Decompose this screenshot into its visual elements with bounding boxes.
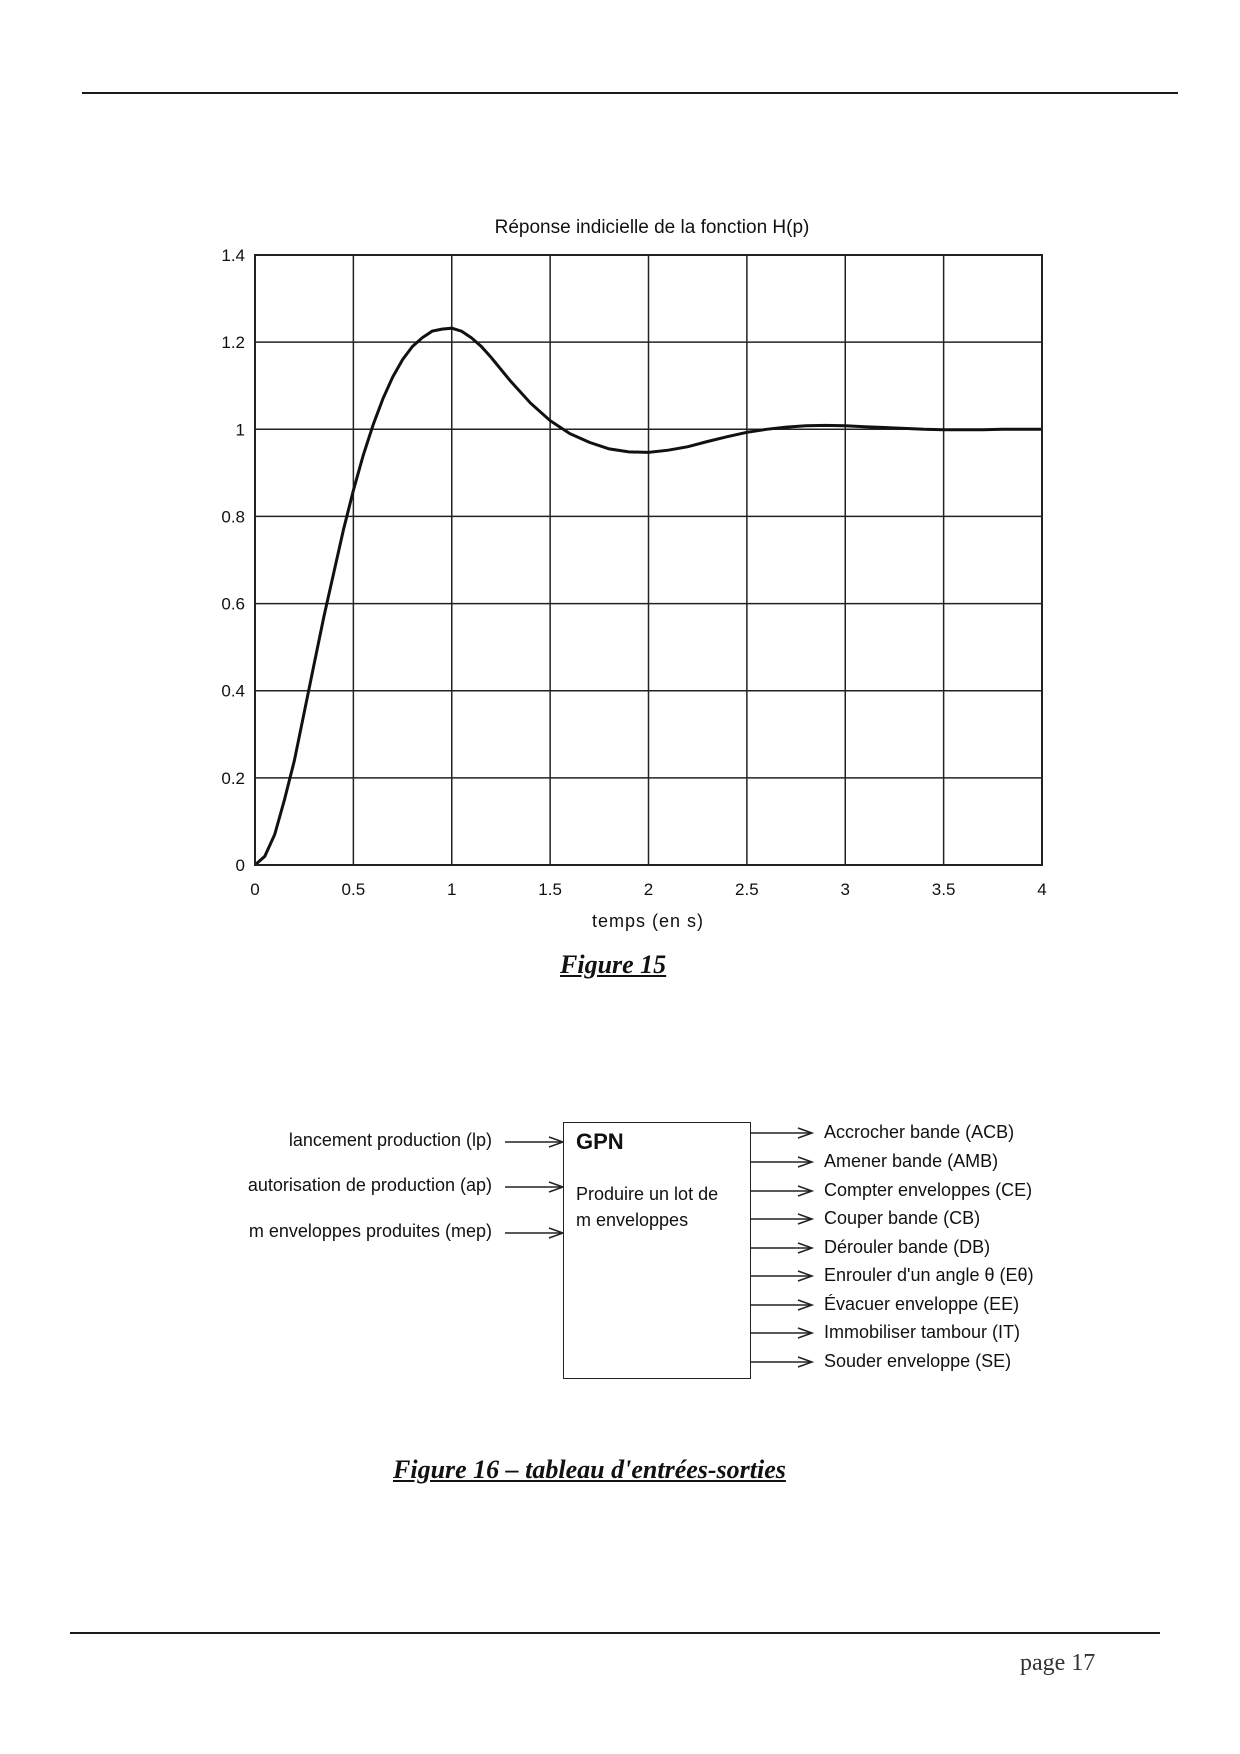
page-number: page 17 bbox=[1020, 1650, 1096, 1676]
y-tick-label: 1.2 bbox=[221, 333, 245, 353]
output-label: Compter enveloppes (CE) bbox=[824, 1180, 1033, 1200]
input-arrow bbox=[505, 1137, 563, 1147]
output-label: Évacuer enveloppe (EE) bbox=[824, 1294, 1020, 1314]
y-tick-label: 0.2 bbox=[221, 768, 245, 788]
y-tick-label: 0.6 bbox=[221, 594, 245, 614]
output-label: Dérouler bande (DB) bbox=[824, 1237, 991, 1257]
chart-x-axis-label: temps (en s) bbox=[591, 911, 705, 931]
input-arrow bbox=[505, 1228, 563, 1238]
output-label: Amener bande (AMB) bbox=[824, 1151, 999, 1171]
x-tick-label: 0 bbox=[250, 880, 260, 899]
figure-16-caption: Figure 16 – tableau d'entrées-sorties bbox=[393, 1455, 786, 1484]
output-arrow bbox=[749, 1271, 812, 1281]
output-label: Enrouler d'un angle θ (Eθ) bbox=[824, 1265, 1034, 1285]
footer-rule bbox=[70, 1632, 1160, 1634]
input-label: lancement production (lp) bbox=[288, 1130, 492, 1150]
x-tick-label: 0.5 bbox=[341, 880, 366, 899]
y-tick-label: 1 bbox=[235, 420, 245, 440]
chart-title: Réponse indicielle de la fonction H(p) bbox=[494, 217, 810, 238]
input-arrow bbox=[505, 1182, 563, 1192]
figure-15-caption: Figure 15 bbox=[560, 950, 667, 979]
output-label: Couper bande (CB) bbox=[824, 1208, 981, 1228]
output-label: Souder enveloppe (SE) bbox=[824, 1351, 1012, 1371]
output-arrow bbox=[749, 1157, 812, 1167]
input-label: autorisation de production (ap) bbox=[247, 1175, 492, 1195]
output-arrow bbox=[749, 1300, 812, 1310]
output-arrow bbox=[749, 1214, 812, 1224]
gpn-block bbox=[563, 1122, 751, 1379]
y-tick-label: 0 bbox=[235, 856, 245, 875]
output-label: Accrocher bande (ACB) bbox=[824, 1122, 1015, 1142]
gpn-block-description: Produire un lot de m enveloppes bbox=[576, 1184, 719, 1230]
x-tick-label: 4 bbox=[1037, 880, 1047, 899]
y-tick-label: 1.4 bbox=[221, 246, 245, 265]
output-arrow bbox=[749, 1328, 812, 1338]
output-arrow bbox=[749, 1186, 812, 1196]
y-tick-label: 0.8 bbox=[221, 507, 245, 527]
x-tick-label: 1.5 bbox=[538, 880, 562, 899]
x-tick-label: 2.5 bbox=[735, 880, 759, 899]
output-arrow bbox=[749, 1357, 812, 1367]
x-tick-label: 1 bbox=[447, 880, 457, 899]
output-arrow bbox=[749, 1243, 812, 1253]
gpn-block-title: GPN bbox=[576, 1129, 624, 1154]
y-tick-label: 0.4 bbox=[221, 681, 245, 701]
input-label: m enveloppes produites (mep) bbox=[248, 1221, 492, 1241]
output-arrow bbox=[749, 1128, 812, 1138]
x-tick-label: 3 bbox=[840, 880, 850, 899]
x-tick-label: 2 bbox=[643, 880, 654, 899]
x-tick-label: 3.5 bbox=[931, 880, 956, 899]
output-label: Immobiliser tambour (IT) bbox=[824, 1322, 1021, 1342]
